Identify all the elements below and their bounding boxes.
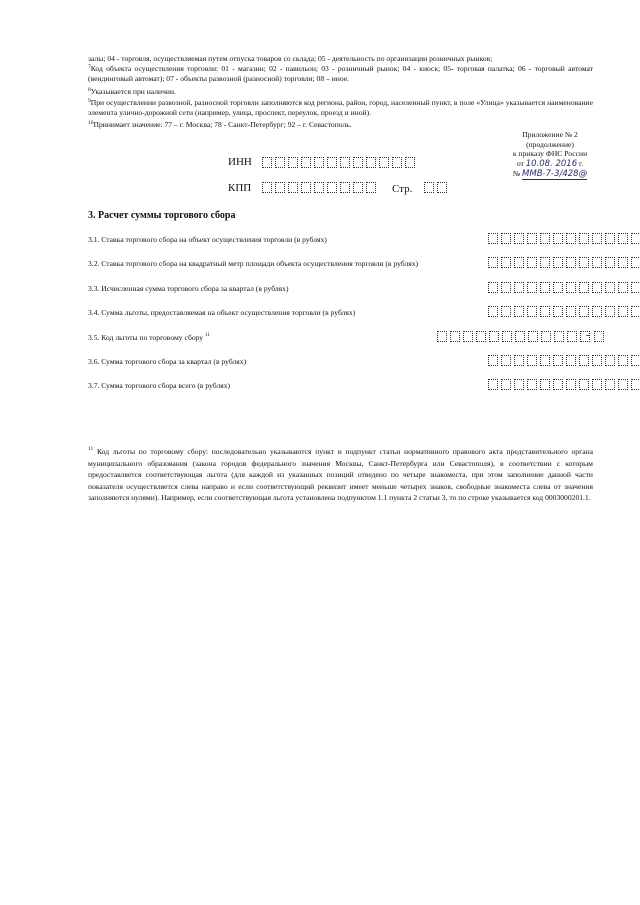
digit-cell[interactable]	[618, 306, 628, 317]
digit-cell[interactable]	[631, 355, 640, 366]
section-title: 3. Расчет суммы торгового сбора	[88, 210, 236, 221]
footnote-mark: 11	[88, 446, 94, 452]
inn-field[interactable]	[262, 157, 418, 168]
digit-cell[interactable]	[540, 233, 550, 244]
digit-cell[interactable]	[488, 355, 498, 366]
digit-cell[interactable]	[528, 331, 538, 342]
digit-cell[interactable]	[488, 257, 498, 268]
page-cell[interactable]	[437, 182, 447, 193]
appendix-order-ref: к приказу ФНС России	[512, 149, 588, 158]
inn-cell[interactable]	[288, 157, 298, 168]
digit-cell[interactable]	[488, 233, 498, 244]
row-3-3-field[interactable]	[488, 282, 640, 293]
row-3-2-label: 3.2. Ставка торгового сбора на квадратный метр площади объекта осуществления торговли (в рублях)	[88, 259, 419, 268]
digit-cell[interactable]	[527, 257, 537, 268]
digit-cell[interactable]	[566, 282, 576, 293]
inn-cell[interactable]	[353, 157, 363, 168]
kpp-cell[interactable]	[314, 182, 324, 193]
footnote-10	[88, 120, 593, 130]
digit-cell[interactable]	[463, 331, 473, 342]
digit-cell[interactable]	[579, 379, 589, 390]
digit-cell[interactable]	[605, 282, 615, 293]
digit-cell[interactable]	[592, 257, 602, 268]
digit-cell[interactable]	[553, 282, 563, 293]
footnote-mark: 9	[88, 98, 91, 104]
footnote-9-text: При осуществлении развозной, разносной торговли заполняются код региона, район, город, населенный пункт, в поле «Улица» указывается наименование элемента улично-дорожной сети (например, улица, проспект, переулок, проезд и иной).	[88, 98, 593, 118]
digit-cell[interactable]	[605, 355, 615, 366]
digit-cell[interactable]	[566, 355, 576, 366]
digit-cell[interactable]	[553, 379, 563, 390]
footnote-10-text: Принимает значение: 77 – г. Москва; 78 - Санкт-Петербург; 92 – г. Севастополь.	[93, 120, 352, 129]
digit-cell[interactable]	[514, 257, 524, 268]
digit-cell[interactable]	[502, 331, 512, 342]
digit-cell[interactable]	[553, 306, 563, 317]
digit-cell[interactable]	[540, 355, 550, 366]
appendix-continuation: (продолжение)	[526, 139, 574, 149]
row-3-5-label	[88, 333, 210, 342]
kpp-cell[interactable]	[275, 182, 285, 193]
digit-cell[interactable]	[501, 233, 511, 244]
digit-cell[interactable]	[631, 306, 640, 317]
kpp-cell[interactable]	[288, 182, 298, 193]
row-3-4-field[interactable]	[488, 306, 640, 317]
digit-cell[interactable]	[540, 306, 550, 317]
digit-cell[interactable]	[527, 282, 537, 293]
page-field[interactable]	[424, 182, 450, 193]
row-3-5-code-field[interactable]	[437, 331, 593, 342]
row-3-7-field[interactable]	[488, 379, 640, 390]
digit-cell[interactable]	[618, 233, 628, 244]
date-suffix: г.	[579, 158, 584, 168]
row-3-7-label: 3.7. Сумма торгового сбора всего (в рублях)	[88, 381, 231, 390]
digit-cell[interactable]	[631, 282, 640, 293]
row-3-2-field[interactable]	[488, 257, 640, 268]
row-3-6-field[interactable]	[488, 355, 640, 366]
digit-cell[interactable]	[579, 282, 589, 293]
code-separator: -	[586, 330, 590, 341]
inn-label: ИНН	[228, 156, 252, 168]
page-label: Стр.	[392, 183, 413, 195]
footnote-mark: 10	[88, 120, 94, 126]
digit-cell[interactable]	[540, 379, 550, 390]
digit-cell[interactable]	[488, 282, 498, 293]
digit-cell[interactable]	[527, 233, 537, 244]
digit-cell[interactable]	[631, 233, 640, 244]
inn-cell[interactable]	[262, 157, 272, 168]
page-cell[interactable]	[424, 182, 434, 193]
digit-cell[interactable]	[631, 379, 640, 390]
digit-cell[interactable]	[567, 331, 577, 342]
digit-cell[interactable]	[592, 379, 602, 390]
digit-cell[interactable]	[553, 257, 563, 268]
digit-cell[interactable]	[515, 331, 525, 342]
digit-cell[interactable]	[631, 257, 640, 268]
digit-cell[interactable]	[437, 331, 447, 342]
digit-cell[interactable]	[501, 282, 511, 293]
digit-cell[interactable]	[527, 355, 537, 366]
footnote-9	[88, 98, 593, 119]
digit-cell[interactable]	[618, 282, 628, 293]
row-3-5-subcode-field[interactable]	[594, 331, 607, 342]
digit-cell[interactable]	[579, 355, 589, 366]
digit-cell[interactable]	[541, 331, 551, 342]
inn-cell[interactable]	[301, 157, 311, 168]
digit-cell[interactable]	[554, 331, 564, 342]
digit-cell[interactable]	[540, 257, 550, 268]
digit-cell[interactable]	[514, 282, 524, 293]
digit-cell[interactable]	[501, 257, 511, 268]
digit-cell[interactable]	[489, 331, 499, 342]
handwritten-date: 10.08. 2016	[525, 158, 578, 169]
digit-cell[interactable]	[579, 306, 589, 317]
kpp-cell[interactable]	[327, 182, 337, 193]
digit-cell[interactable]	[566, 379, 576, 390]
digit-cell[interactable]	[592, 306, 602, 317]
digit-cell[interactable]	[579, 233, 589, 244]
footnote-7-text: Код объекта осуществления торговли: 01 - магазин; 02 - павильон; 03 - розничный рынок; 04 - киоск; 05- торговая палатка; 06 - торговый автомат (вендинговый автомат); 07 - объекты развозной (разносной) торговли; 08 – иное.	[88, 64, 593, 84]
digit-cell[interactable]	[592, 282, 602, 293]
digit-cell[interactable]	[592, 233, 602, 244]
kpp-cell[interactable]	[262, 182, 272, 193]
digit-cell[interactable]	[566, 233, 576, 244]
appendix-block	[500, 130, 600, 180]
digit-cell[interactable]	[450, 331, 460, 342]
digit-cell[interactable]	[605, 233, 615, 244]
digit-cell[interactable]	[514, 233, 524, 244]
date-prefix: от	[516, 158, 524, 168]
digit-cell[interactable]	[514, 355, 524, 366]
footnote-continuation: залы; 04 - торговля, осуществляемая путем отпуска товаров со склада; 05 - деятельность по организации розничных рынков;	[88, 54, 493, 63]
digit-cell[interactable]	[553, 233, 563, 244]
row-3-1-field[interactable]	[488, 233, 640, 244]
kpp-cell[interactable]	[340, 182, 350, 193]
digit-cell[interactable]	[553, 355, 563, 366]
kpp-cell[interactable]	[353, 182, 363, 193]
kpp-field[interactable]	[262, 182, 379, 193]
digit-cell[interactable]	[618, 257, 628, 268]
digit-cell[interactable]	[579, 257, 589, 268]
inn-cell[interactable]	[366, 157, 376, 168]
digit-cell[interactable]	[566, 306, 576, 317]
inn-cell[interactable]	[340, 157, 350, 168]
footnote-mark: 11	[205, 333, 210, 338]
inn-cell[interactable]	[327, 157, 337, 168]
digit-cell[interactable]	[605, 306, 615, 317]
appendix-date	[500, 159, 600, 170]
kpp-cell[interactable]	[301, 182, 311, 193]
footnote-7	[88, 64, 593, 85]
digit-cell[interactable]	[540, 282, 550, 293]
inn-cell[interactable]	[379, 157, 389, 168]
digit-cell[interactable]	[476, 331, 486, 342]
inn-cell[interactable]	[275, 157, 285, 168]
footnote-mark: 7	[88, 64, 91, 70]
kpp-cell[interactable]	[366, 182, 376, 193]
footnote-8-text: Указывается при наличии.	[90, 87, 176, 96]
row-3-6-label: 3.6. Сумма торгового сбора за квартал (в рублях)	[88, 357, 247, 366]
row-3-3-label: 3.3. Исчисленная сумма торгового сбора за квартал (в рублях)	[88, 284, 289, 293]
digit-cell[interactable]	[566, 257, 576, 268]
digit-cell[interactable]	[618, 355, 628, 366]
digit-cell[interactable]	[501, 355, 511, 366]
digit-cell[interactable]	[527, 379, 537, 390]
digit-cell[interactable]	[501, 306, 511, 317]
number-prefix: №	[512, 169, 521, 178]
footnote-11-text: Код льготы по торговому сбору: последовательно указываются пункт и подпункт статьи нормативного правового акта представительного органа муниципального образования (закона городов федерального значения Москвы, Санкт-Петербурга или Севастополя), в соответствии с которым предоставляется соответствующая льгота (для каждой из указанных позиций отведено по четыре знакоместа, при этом заполнение данной части показателя осуществляется слева направо и если соответствующий реквизит имеет меньше четырех знаков, свободные знакоместа слева от значения заполняются нулями). Например, если соответствующая льгота установлена подпунктом 1.1 пункта 2 статьи 3, то по строке указывается код 0003000201.1.	[88, 447, 593, 503]
appendix-number	[500, 169, 600, 180]
digit-cell[interactable]	[594, 331, 604, 342]
row-3-5-text: 3.5. Код льготы по торговому сбору	[88, 333, 204, 342]
inn-cell[interactable]	[405, 157, 415, 168]
footnote-11	[88, 446, 593, 504]
digit-cell[interactable]	[592, 355, 602, 366]
inn-cell[interactable]	[392, 157, 402, 168]
digit-cell[interactable]	[514, 306, 524, 317]
digit-cell[interactable]	[514, 379, 524, 390]
row-3-4-label: 3.4. Сумма льготы, предоставляемая на объект осуществления торговли (в рублях)	[88, 308, 356, 317]
kpp-label: КПП	[228, 182, 252, 194]
digit-cell[interactable]	[618, 379, 628, 390]
row-3-1-label: 3.1. Ставка торгового сбора на объект осуществления торговли (в рублях)	[88, 235, 327, 244]
digit-cell[interactable]	[605, 379, 615, 390]
footnote-8	[88, 87, 593, 97]
footnote-mark: 8	[88, 87, 91, 93]
inn-cell[interactable]	[314, 157, 324, 168]
digit-cell[interactable]	[488, 379, 498, 390]
digit-cell[interactable]	[527, 306, 537, 317]
handwritten-number: ММВ-7-3/428@	[522, 169, 588, 179]
digit-cell[interactable]	[501, 379, 511, 390]
digit-cell[interactable]	[605, 257, 615, 268]
appendix-title: Приложение № 2	[522, 130, 578, 139]
digit-cell[interactable]	[488, 306, 498, 317]
